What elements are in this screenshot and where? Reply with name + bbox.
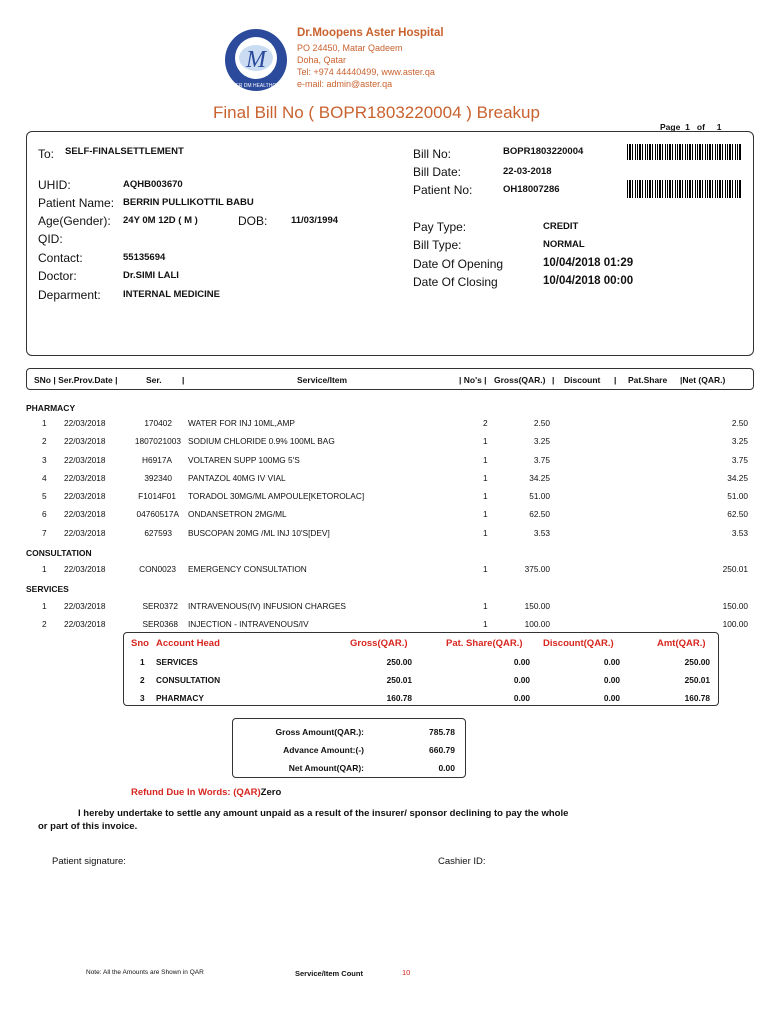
footer-note: Note: All the Amounts are Shown in QAR [86, 969, 204, 976]
table-row: 2 22/03/2018 1807021003 SODIUM CHLORIDE 0.9% 100ML BAG 1 3.25 3.25 [42, 436, 748, 446]
bill-date-label: Bill Date: [413, 165, 462, 179]
header-sep2: | [552, 375, 555, 385]
patient-name-label: Patient Name: [38, 196, 115, 210]
gross-amount-value: 785.78 [429, 727, 455, 737]
gross-amount-label: Gross Amount(QAR.): [275, 727, 364, 737]
item-count-value: 10 [402, 968, 411, 977]
summary-header-head: Account Head [156, 638, 220, 649]
bill-type-value: NORMAL [543, 239, 585, 250]
table-row: 1 22/03/2018 CON0023 EMERGENCY CONSULTATION 1 375.00 250.01 [42, 564, 748, 574]
header-gross: Gross(QAR.) [494, 375, 546, 385]
table-row: 6 22/03/2018 04760517A ONDANSETRON 2MG/ML 1 62.50 62.50 [42, 509, 748, 519]
contact-value: 55135694 [123, 252, 166, 263]
pay-type-value: CREDIT [543, 221, 579, 232]
undertaking-line1: I hereby undertake to settle any amount unpaid as a result of the insurer/ sponsor declining to pay the whole [78, 808, 569, 819]
doctor-label: Doctor: [38, 269, 77, 283]
header-ser: Ser. [146, 375, 162, 385]
bill-title: Final Bill No ( BOPR1803220004 ) Breakup [213, 103, 540, 122]
patient-info-box [26, 131, 754, 356]
patient-no-value: OH18007286 [503, 184, 560, 195]
closing-date-value: 10/04/2018 00:00 [543, 275, 634, 287]
header-patshare: Pat.Share [628, 375, 668, 385]
hospital-address2: Doha, Qatar [297, 55, 347, 65]
summary-header-gross: Gross(QAR.) [350, 638, 408, 649]
table-row: 4 22/03/2018 392340 PANTAZOL 40MG IV VIAL 1 34.25 34.25 [42, 473, 748, 483]
svg-text:ASTER DM HEALTHCARE: ASTER DM HEALTHCARE [225, 83, 287, 89]
qid-label: QID: [38, 232, 63, 246]
pay-type-label: Pay Type: [413, 220, 467, 234]
patient-no-label: Patient No: [413, 183, 473, 197]
to-label: To: [38, 147, 55, 161]
uhid-value: AQHB003670 [123, 179, 183, 190]
dob-value: 11/03/1994 [291, 215, 339, 226]
age-value: 24Y 0M 12D ( M ) [123, 215, 198, 226]
patient-no-barcode [627, 180, 741, 198]
net-amount-value: 0.00 [438, 763, 455, 773]
patient-name-value: BERRIN PULLIKOTTIL BABU [123, 197, 254, 208]
summary-row: 3 PHARMACY 160.78 0.00 0.00 160.78 [140, 693, 710, 703]
table-row: 3 22/03/2018 H6917A VOLTAREN SUPP 100MG 5'S 1 3.75 3.75 [42, 455, 748, 465]
section-pharmacy: PHARMACY [26, 403, 76, 413]
header-discount: Discount [564, 375, 601, 385]
doctor-value: Dr.SIMI LALI [123, 270, 179, 281]
summary-header-amt: Amt(QAR.) [657, 638, 706, 649]
refund-words: Refund Due In Words: (QAR)Zero [131, 787, 282, 798]
dob-label: DOB: [238, 214, 268, 228]
net-amount-label: Net Amount(QAR): [288, 763, 364, 773]
table-row: 2 22/03/2018 SER0368 INJECTION - INTRAVENOUS/IV 1 100.00 100.00 [42, 619, 748, 629]
summary-row: 1 SERVICES 250.00 0.00 0.00 250.00 [140, 657, 710, 667]
summary-header-patshare: Pat. Share(QAR.) [446, 638, 523, 649]
hospital-tel: Tel: +974 44440499, www.aster.qa [297, 67, 435, 77]
hospital-email: e-mail: admin@aster.qa [297, 79, 393, 89]
bill-type-label: Bill Type: [413, 238, 462, 252]
department-label: Deparment: [38, 288, 101, 302]
undertaking-line2: or part of this invoice. [38, 821, 138, 832]
bill-no-barcode [627, 144, 741, 160]
age-label: Age(Gender): [38, 214, 111, 228]
item-count-label: Service/Item Count [295, 969, 363, 978]
header-sep3: | [614, 375, 617, 385]
header-nos: | No's | [459, 375, 487, 385]
patient-signature-label: Patient signature: [52, 856, 126, 867]
table-row: 7 22/03/2018 627593 BUSCOPAN 20MG /ML INJ 10'S[DEV] 1 3.53 3.53 [42, 528, 748, 538]
header-sno-date: SNo | Ser.Prov.Date | [34, 375, 118, 385]
cashier-id-label: Cashier ID: [438, 856, 486, 867]
section-consultation: CONSULTATION [26, 548, 92, 558]
opening-date-label: Date Of Opening [413, 257, 504, 271]
closing-date-label: Date Of Closing [413, 275, 498, 289]
hospital-logo [223, 27, 289, 93]
bill-no-label: Bill No: [413, 147, 452, 161]
page-indicator: Page 1 of 1 [660, 122, 722, 132]
table-row: 5 22/03/2018 F1014F01 TORADOL 30MG/ML AMPOULE[KETOROLAC] 1 51.00 51.00 [42, 491, 748, 501]
table-row: 1 22/03/2018 SER0372 INTRAVENOUS(IV) INFUSION CHARGES 1 150.00 150.00 [42, 601, 748, 611]
summary-header-sno: Sno [131, 638, 149, 649]
advance-amount-label: Advance Amount:(-) [283, 745, 364, 755]
department-value: INTERNAL MEDICINE [123, 289, 220, 300]
opening-date-value: 10/04/2018 01:29 [543, 257, 634, 269]
bill-no-value: BOPR1803220004 [503, 146, 584, 157]
uhid-label: UHID: [38, 178, 71, 192]
bill-date-value: 22-03-2018 [503, 166, 552, 177]
contact-label: Contact: [38, 251, 83, 265]
to-value: SELF-FINALSETTLEMENT [65, 146, 184, 157]
hospital-name: Dr.Moopens Aster Hospital [297, 27, 444, 39]
svg-text:M: M [246, 47, 266, 73]
header-service: Service/Item [297, 375, 348, 385]
section-services: SERVICES [26, 584, 69, 594]
header-net: |Net (QAR.) [680, 375, 726, 385]
hospital-address1: PO 24450, Matar Qadeem [297, 43, 403, 53]
header-sep: | [182, 375, 185, 385]
table-row: 1 22/03/2018 170402 WATER FOR INJ 10ML,AMP 2 2.50 2.50 [42, 418, 748, 428]
summary-header-discount: Discount(QAR.) [543, 638, 614, 649]
advance-amount-value: 660.79 [429, 745, 455, 755]
summary-row: 2 CONSULTATION 250.01 0.00 0.00 250.01 [140, 675, 710, 685]
